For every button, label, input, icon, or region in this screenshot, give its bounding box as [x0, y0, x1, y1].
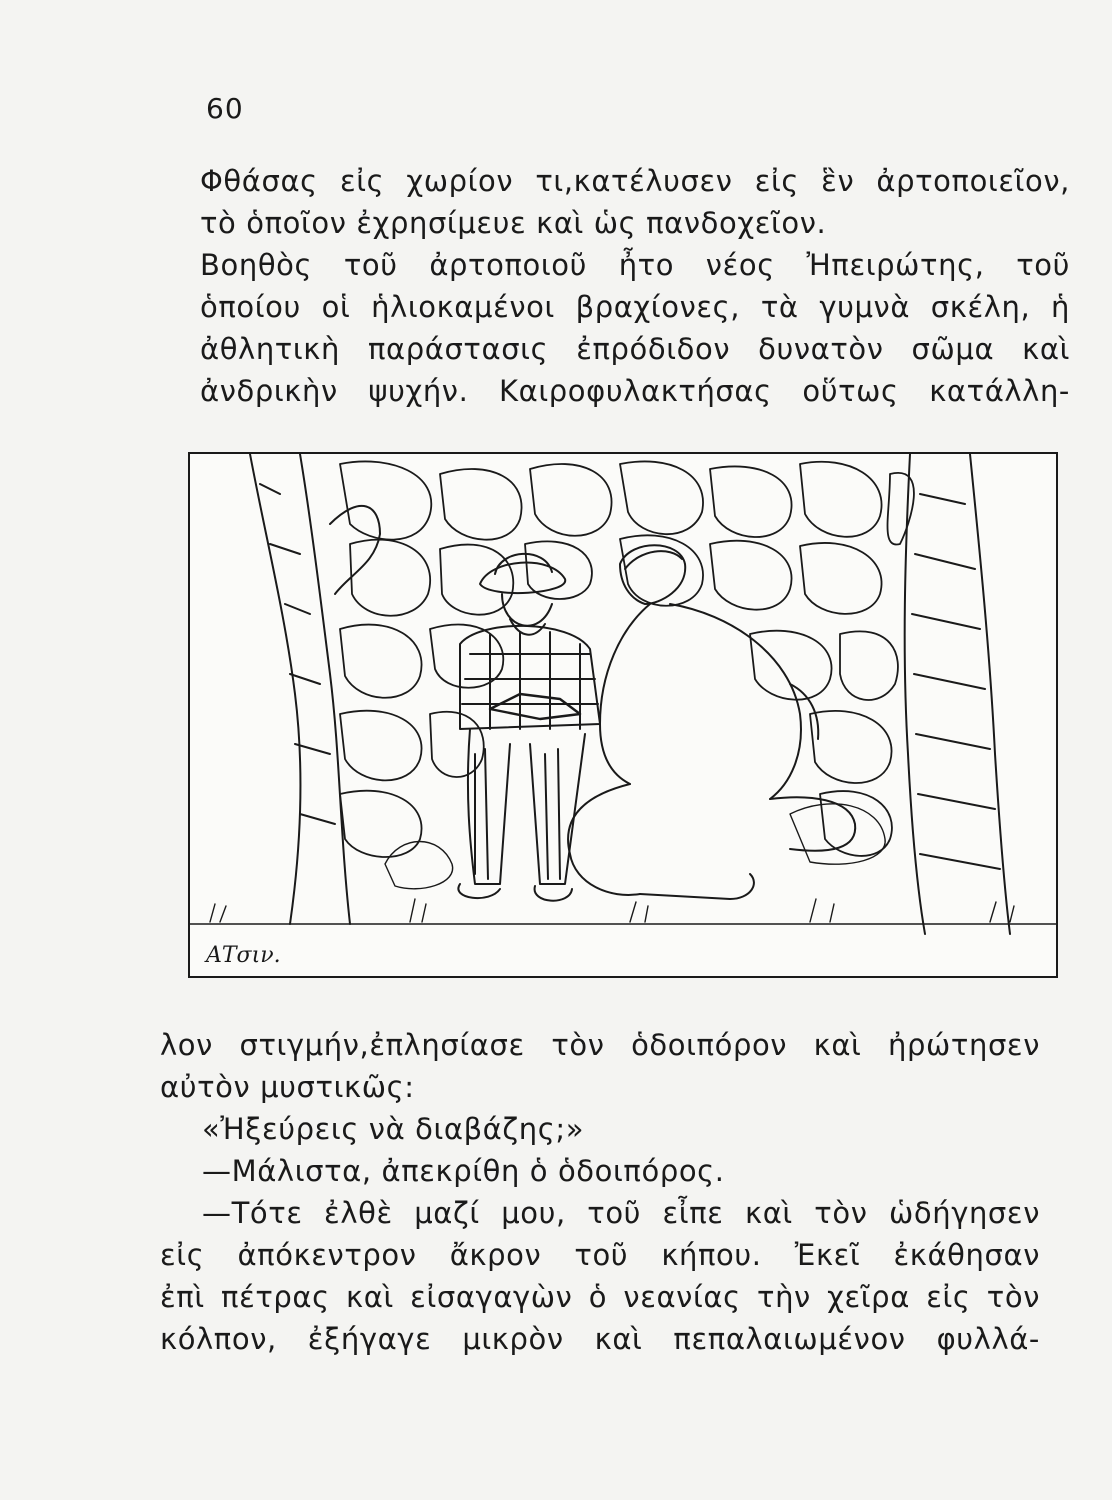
illustration	[188, 452, 1058, 978]
text-line: ὁποίου οἱ ἡλιοκαμένοι βραχίονες, τὰ γυμνὰ σκέλη, ἡ	[200, 290, 1070, 324]
text-line: Βοηθὸς τοῦ ἀρτοποιοῦ ἦτο νέος Ἠπειρώτης, τοῦ	[200, 248, 1070, 282]
text-line: κόλπον, ἐξήγαγε μικρὸν καὶ πεπαλαιωμένον φυλλά-	[160, 1322, 1040, 1356]
text-line: ἀνδρικὴν ψυχήν. Καιροφυλακτήσας οὕτως κατάλλη-	[200, 374, 1070, 408]
top-paragraphs	[200, 160, 1070, 412]
page-number: 60	[206, 92, 244, 125]
text-line: εἰς ἀπόκεντρον ἄκρον τοῦ κήπου. Ἐκεῖ ἐκάθησαν	[160, 1238, 1040, 1272]
text-line: —Μάλιστα, ἀπεκρίθη ὁ ὁδοιπόρος.	[202, 1154, 725, 1188]
text-line: αὐτὸν μυστικῶς:	[160, 1070, 415, 1104]
text-line: λον στιγμήν,ἐπλησίασε τὸν ὁδοιπόρον καὶ ἠρώτησεν	[160, 1028, 1040, 1062]
crouching-young-man	[568, 545, 855, 899]
text-line: ἐπὶ πέτρας καὶ εἰσαγαγὼν ὁ νεανίας τὴν χεῖρα εἰς τὸν	[160, 1280, 1040, 1314]
text-line: τὸ ὁποῖον ἐχρησίμευε καὶ ὡς πανδοχεῖον.	[200, 206, 827, 240]
text-line: —Τότε ἐλθὲ μαζί μου, τοῦ εἶπε καὶ τὸν ὡδήγησεν	[202, 1196, 1040, 1230]
left-tree	[250, 454, 380, 924]
text-line: Φθάσας εἰς χωρίον τι,κατέλυσεν εἰς ἓν ἀρτοποιεῖον,	[200, 164, 1070, 198]
bottom-paragraphs	[160, 1024, 1040, 1360]
illustration-drawing	[190, 454, 1056, 976]
artist-signature: ΑΤσιν.	[206, 943, 281, 968]
right-tree	[905, 454, 1010, 934]
text-line: ἀθλητικὴ παράστασις ἐπρόδιδον δυνατὸν σῶμα καὶ	[200, 332, 1070, 366]
stone-wall	[340, 461, 914, 857]
text-line: «Ἠξεύρεις νὰ διαβάζης;»	[202, 1112, 585, 1146]
ground-grass	[190, 804, 1056, 924]
